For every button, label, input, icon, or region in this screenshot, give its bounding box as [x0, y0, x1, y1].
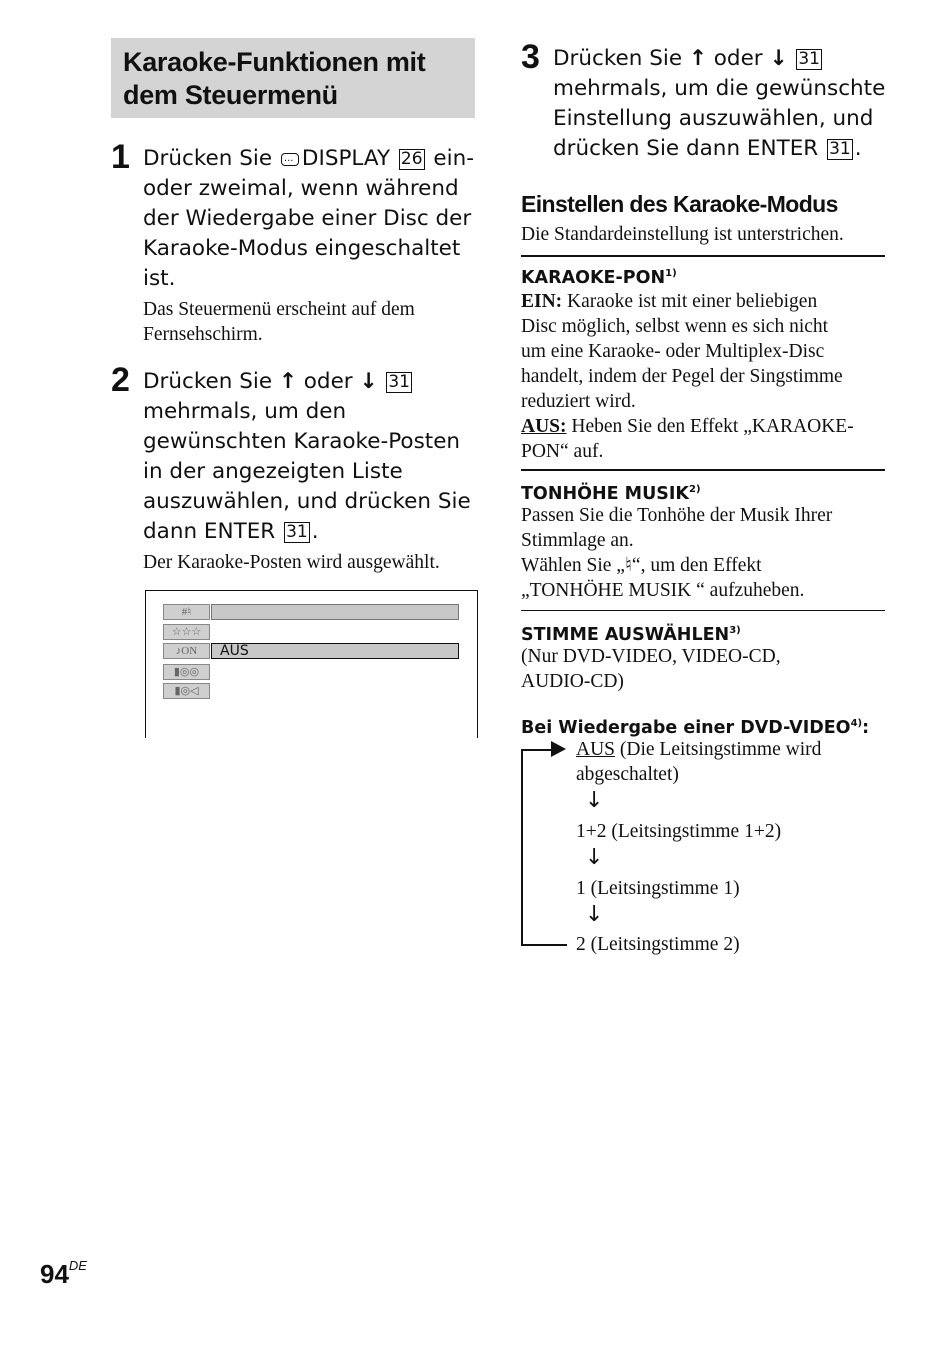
step-1-number: 1	[111, 138, 130, 176]
step-2-last-line	[143, 517, 483, 547]
cycle-top-line	[521, 749, 555, 751]
karaoke-pon-label	[521, 262, 677, 290]
cycle-item-2	[576, 932, 740, 957]
step-1-display: DISPLAY	[301, 146, 391, 171]
step-2-note: Der Karaoke-Posten wird ausgewählt.	[143, 552, 440, 573]
tonhoehe-body	[521, 503, 891, 603]
ein-label: EIN:	[521, 291, 563, 312]
footnote-ref: 3)	[729, 625, 741, 636]
down-arrow-icon: ↓	[359, 369, 378, 394]
step-3-line: Einstellung auszuwählen, und	[553, 106, 874, 131]
karaoke-pon-icon: ♪ON	[163, 643, 210, 659]
cycle-value: 1+2	[576, 821, 607, 842]
ein-text: Karaoke ist mit einer beliebigen	[567, 291, 818, 312]
karaoke-mode-intro: Die Standardeinstellung ist unterstrichen.	[521, 224, 844, 245]
step-3-text-a: Drücken Sie	[553, 46, 683, 71]
step-2-line: auszuwählen, und drücken Sie	[143, 489, 471, 514]
cycle-desc: (Die Leitsingstimme wird	[619, 739, 822, 760]
pitch-icon: #♮	[163, 604, 210, 620]
display-icon	[281, 153, 299, 166]
footnote-ref: 4)	[850, 718, 863, 729]
note-line: Fernsehschirm.	[143, 324, 263, 345]
period: .	[311, 519, 319, 544]
dvd-label	[521, 712, 869, 740]
divider	[521, 469, 885, 471]
page-number	[40, 1258, 87, 1290]
colon: :	[862, 718, 870, 738]
cycle-value: 1	[576, 878, 586, 899]
period: .	[854, 136, 862, 161]
divider	[521, 610, 885, 611]
karaoke-stars-icon: ☆☆☆	[163, 624, 210, 640]
oder-text: oder	[713, 46, 763, 71]
key-31: 31	[829, 139, 851, 159]
cycle-desc: abgeschaltet)	[576, 764, 679, 785]
step-1-line: oder zweimal, wenn während	[143, 176, 459, 201]
cycle-loop-line	[521, 749, 523, 946]
cycle-item-aus	[576, 737, 821, 787]
ein-line	[521, 289, 891, 314]
down-arrow-icon: ↓	[585, 902, 604, 927]
stimme-text: STIMME AUSWÄHLEN	[521, 625, 730, 645]
karaoke-pon-text: KARAOKE-PON	[521, 268, 666, 288]
up-arrow-icon: ↑	[688, 46, 707, 71]
aus-text: Heben Sie den Effekt „KARAOKE-	[571, 416, 854, 437]
ein-text: handelt, indem der Pegel der Singstimme	[521, 366, 843, 387]
down-arrow-icon: ↓	[585, 845, 604, 870]
step-2-line: gewünschten Karaoke-Posten	[143, 429, 461, 454]
cycle-desc: (Leitsingstimme 1+2)	[611, 821, 782, 842]
aus-text: PON“ auf.	[521, 441, 604, 462]
dvd-text: Bei Wiedergabe einer DVD-VIDEO	[521, 718, 851, 738]
vocal-cancel-icon: ▮◎◁	[163, 683, 210, 699]
ein-text: Disc möglich, selbst wenn es sich nicht	[521, 316, 829, 337]
step-3-line: mehrmals, um die gewünschte	[553, 76, 886, 101]
aus-line	[521, 414, 891, 439]
cycle-desc: (Leitsingstimme 1)	[590, 878, 740, 899]
ein-text: reduziert wird.	[521, 391, 636, 412]
step-2-line: in der angezeigten Liste	[143, 459, 403, 484]
step-2-number: 2	[111, 361, 130, 399]
footnote-ref: 2)	[688, 484, 701, 495]
karaoke-mode-heading: Einstellen des Karaoke-Modus	[521, 191, 838, 217]
tonhoehe-text: TONHÖHE MUSIK	[521, 484, 689, 504]
step-1-text	[143, 144, 483, 294]
vocal-select-icon: ▮◎◎	[163, 664, 210, 680]
step-2-text-a: Drücken Sie	[143, 369, 273, 394]
tonhoehe-line: Wählen Sie „♮“, um den Effekt	[521, 555, 762, 576]
cycle-arrow-head-icon	[551, 741, 566, 757]
tonhoehe-label	[521, 478, 701, 506]
stimme-body	[521, 644, 781, 694]
step-1-text-c: ein-	[433, 146, 474, 171]
cycle-bottom-line	[521, 944, 567, 946]
step-1-text-a: Drücken Sie	[143, 146, 273, 171]
menu-selected-value: AUS	[211, 643, 459, 659]
ein-text: um eine Karaoke- oder Multiplex-Disc	[521, 341, 825, 362]
cycle-desc: (Leitsingstimme 2)	[590, 934, 740, 955]
menu-bar-pitch	[211, 604, 459, 620]
page-number-value: 94	[40, 1259, 69, 1289]
step-1-line: der Wiedergabe einer Disc der	[143, 206, 472, 231]
key-26: 26	[400, 149, 423, 169]
page-suffix: DE	[68, 1258, 87, 1273]
down-arrow-icon: ↓	[585, 788, 604, 813]
note-line: Das Steuermenü erscheint auf dem	[143, 299, 415, 320]
cycle-value: 2	[576, 934, 586, 955]
stimme-label	[521, 619, 741, 647]
step-1-note	[143, 297, 415, 347]
step-3-last-a: drücken Sie dann ENTER	[553, 136, 819, 161]
stimme-line: (Nur DVD-VIDEO, VIDEO-CD,	[521, 646, 781, 667]
step-2-last-a: dann ENTER	[143, 519, 276, 544]
section-title: Karaoke-Funktionen mit dem Steuermenü	[123, 47, 426, 110]
step-3-number: 3	[521, 38, 540, 76]
footnote-ref: 1)	[665, 268, 677, 279]
tonhoehe-line: Passen Sie die Tonhöhe der Musik Ihrer	[521, 505, 833, 526]
cycle-item-1	[576, 876, 740, 901]
cycle-item-12	[576, 819, 781, 844]
step-1-line: ist.	[143, 266, 176, 291]
key-31: 31	[388, 372, 410, 392]
step-3-line-1	[553, 44, 893, 74]
divider	[521, 255, 885, 257]
down-arrow-icon: ↓	[769, 46, 788, 71]
step-1-line: Karaoke-Modus eingeschaltet	[143, 236, 461, 261]
step-2-text	[143, 367, 483, 547]
step-1-line-1	[143, 144, 483, 174]
up-arrow-icon: ↑	[278, 369, 297, 394]
section-title-box	[111, 38, 475, 118]
stimme-line: AUDIO-CD)	[521, 671, 624, 692]
karaoke-pon-body	[521, 289, 891, 464]
cycle-value: AUS	[576, 739, 616, 760]
step-2-line: mehrmals, um den	[143, 399, 347, 424]
step-3-last-line	[553, 134, 893, 164]
aus-label: AUS:	[521, 416, 567, 437]
key-31: 31	[798, 49, 820, 69]
step-2-line-1	[143, 367, 483, 397]
oder-text: oder	[303, 369, 353, 394]
tonhoehe-line: „TONHÖHE MUSIK “ aufzuheben.	[521, 580, 805, 601]
tonhoehe-line: Stimmlage an.	[521, 530, 634, 551]
key-31: 31	[286, 522, 308, 542]
step-3-text	[553, 44, 893, 164]
karaoke-menu-screen	[145, 590, 478, 738]
